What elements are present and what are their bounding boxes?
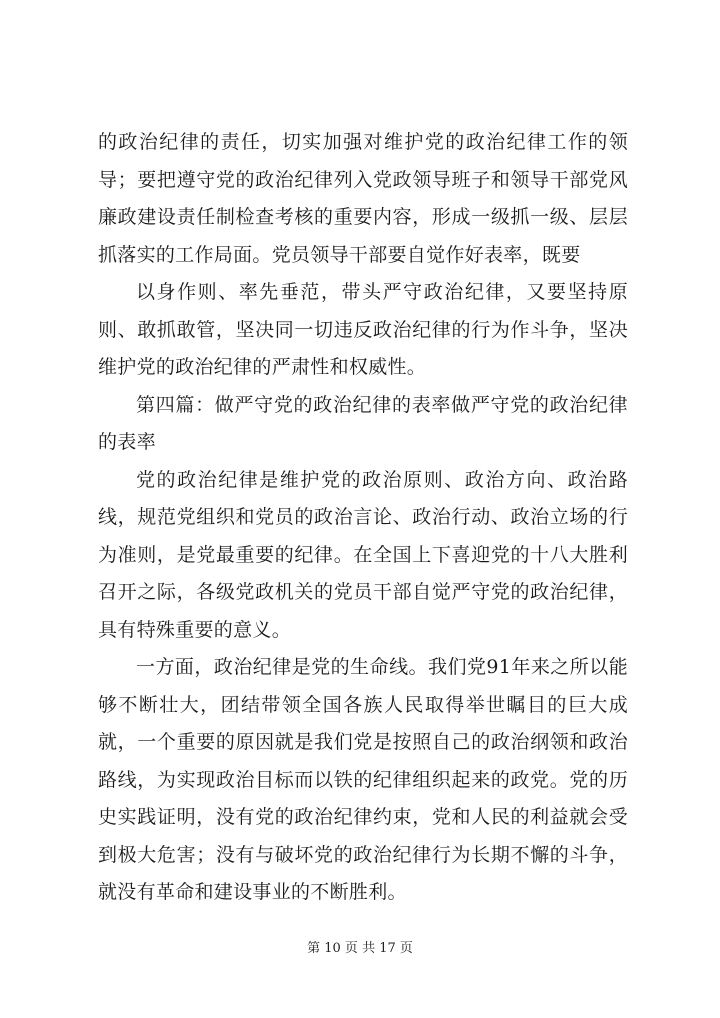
- section-heading: 第四篇：做严守党的政治纪律的表率做严守党的政治纪律的表率: [98, 393, 628, 453]
- paragraph-lifeline: 一方面，政治纪律是党的生命线。我们党91年来之所以能够不断壮大，团结带领全国各族人民取得举世瞩目的巨大成就，一个重要的原因就是我们党是按照自己的政治纲领和政治路线，为实现政治目标而以铁的纪律组织起来的政党。党的历史实践证明，没有党的政治纪律约束，党和人民的利益就会受到极大危害；没有与破坏党的政治纪律行为长期不懈的斗争，就没有革命和建设事业的不断胜利。: [98, 656, 628, 903]
- paragraph-continuation: 的政治纪律的责任，切实加强对维护党的政治纪律工作的领导；要把遵守党的政治纪律列入党政领导班子和领导干部党风廉政建设责任制检查考核的重要内容，形成一级抓一级、层层抓落实的工作局面。党员领导干部要自觉作好表率，既要: [98, 131, 628, 266]
- paragraph-discipline-definition: 党的政治纪律是维护党的政治原则、政治方向、政治路线，规范党组织和党员的政治言论、政治行动、政治立场的行为准则，是党最重要的纪律。在全国上下喜迎党的十八大胜利召开之际，各级党政机关的党员干部自觉严守党的政治纪律，具有特殊重要的意义。: [98, 468, 628, 641]
- page-number-footer: 第 10 页 共 17 页: [307, 941, 413, 956]
- paragraph-leadership-example: 以身作则、率先垂范，带头严守政治纪律，又要坚持原则、敢抓敢管，坚决同一切违反政治纪律的行为作斗争，坚决维护党的政治纪律的严肃性和权威性。: [98, 281, 628, 378]
- document-body: [98, 124, 628, 912]
